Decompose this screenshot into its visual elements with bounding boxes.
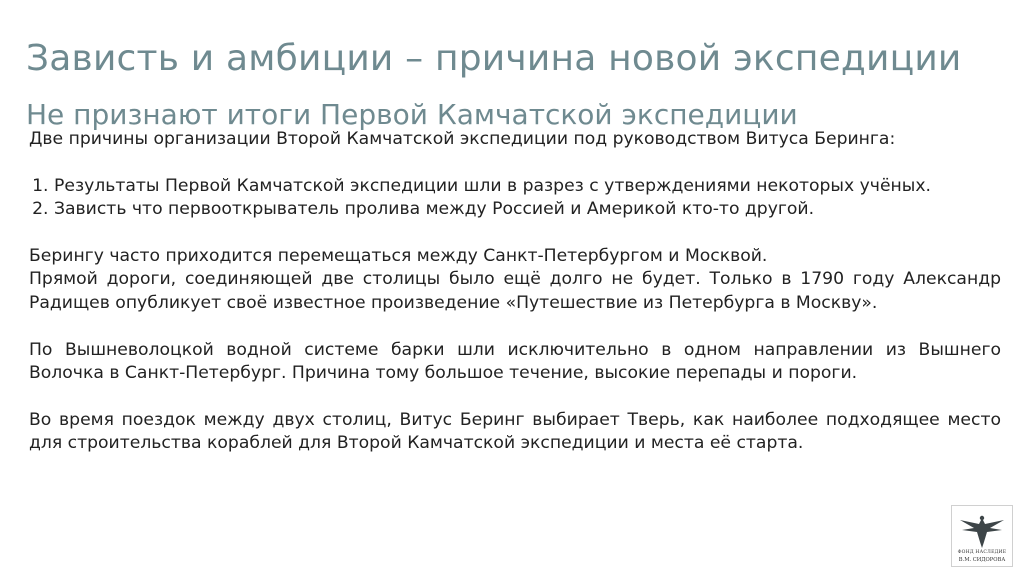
logo-text-line1: ФОНД НАСЛЕДИЕ (957, 550, 1007, 555)
road-paragraph: Прямой дороги, соединяющей две столицы было ещё долго не будет. Только в 1790 году Александр Радищев опубликует своё известное произведение «Путешествие из Петербурга в Москву». (29, 269, 1001, 313)
paragraph-gap (29, 222, 1001, 245)
logo-text-line2: В.М. СИДОРОВА (958, 557, 1006, 563)
slide-body (29, 128, 1001, 456)
foundation-logo (951, 505, 1013, 567)
slide-title: Зависть и амбиции – причина новой экспедиции (26, 38, 962, 79)
slide-subtitle: Не признают итоги Первой Камчатской экспедиции (26, 98, 798, 131)
intro-paragraph: Две причины организации Второй Камчатской экспедиции под руководством Витуса Беринга: (29, 129, 896, 149)
tver-paragraph: Во время поездок между двух столиц, Витус Беринг выбирает Тверь, как наиболее подходящее место для строительства кораблей для Второй Камчатской экспедиции и места её старта. (29, 409, 1001, 454)
waterway-paragraph: По Вышневолоцкой водной системе барки шли исключительно в одном направлении из Вышнего Волочка в Санкт-Петербург. Причина тому большое течение, высокие перепады и пороги. (29, 339, 1001, 384)
paragraph-gap (29, 315, 1001, 338)
reason-item: 2. Зависть что первооткрыватель пролива между Россией и Америкой кто-то другой. (54, 198, 1001, 221)
reasons-list (29, 175, 1001, 222)
reason-item: 1. Результаты Первой Камчатской экспедиции шли в разрез с утверждениями некоторых учёных. (54, 175, 1001, 198)
paragraph-gap (29, 385, 1001, 408)
travel-paragraph: Берингу часто приходится перемещаться между Санкт-Петербургом и Москвой. (29, 246, 768, 266)
eagle-icon (958, 510, 1006, 550)
paragraph-gap (29, 151, 1001, 174)
